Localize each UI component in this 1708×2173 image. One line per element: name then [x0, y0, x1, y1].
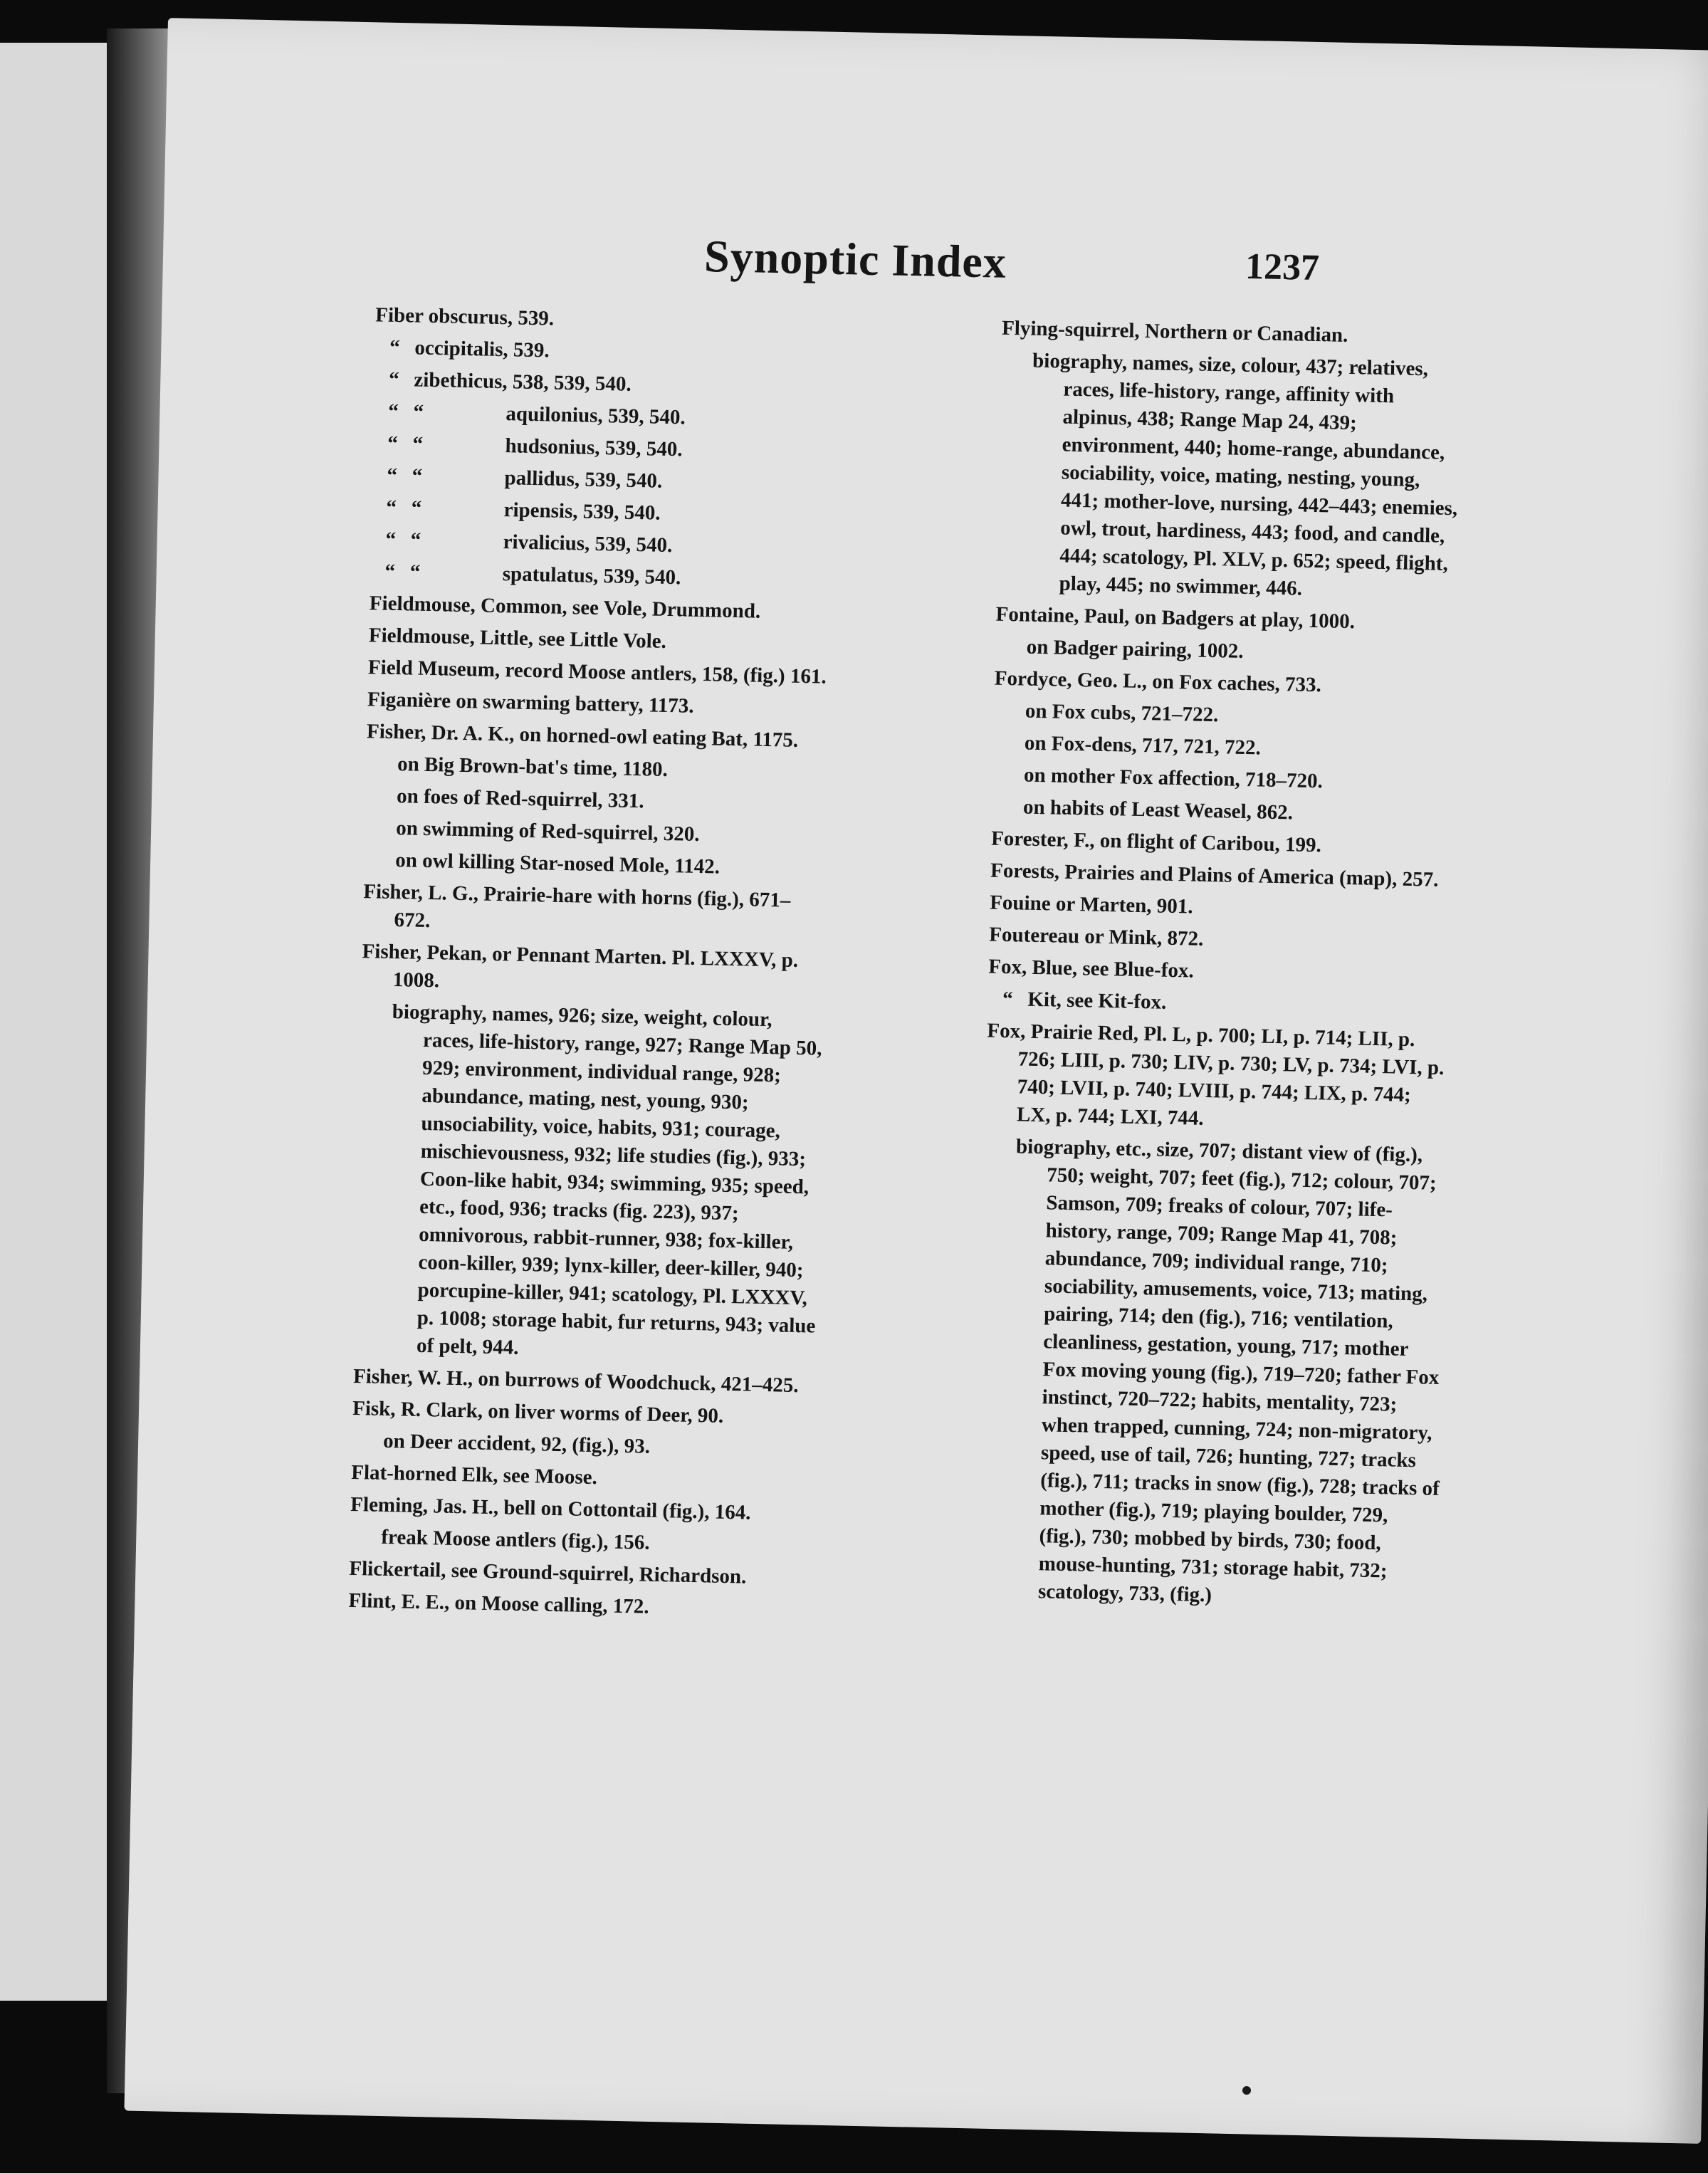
- entry-text: Forester, F., on flight of Caribou, 199.: [990, 827, 1322, 857]
- entry-text: Fontaine, Paul, on Badgers at play, 1000.: [995, 602, 1356, 634]
- entry-text: rivalicius, 539, 540.: [503, 530, 673, 557]
- index-entry: [992, 793, 1455, 831]
- entry-text: Fordyce, Geo. L., on Fox caches, 733.: [994, 666, 1322, 697]
- ditto-mark: “: [387, 431, 399, 456]
- index-entry: [364, 846, 827, 884]
- entry-text: on mother Fox affection, 718–720.: [1023, 763, 1324, 793]
- index-entry: [369, 622, 832, 659]
- entry-text: Fox, Prairie Red, Pl. L, p. 700; LI, p. 714; LII, p. 726; LIII, p. 730; LIV, p. 730; LV, p. 734; LVI, p. 740; LVII, p. 740; LVIII, p. 744; LIX, p. 744; LX, p. 744; LXI, 744.: [987, 1019, 1445, 1130]
- entry-text: biography, etc., size, 707; distant view of (fig.), 750; weight, 707; feet (fig.), 712; colour, 707; Samson, 709; freaks of colour, 707; life-history, range, 709; Range Map 41, 708; abundance, 709; individual range, 710; sociability, amusements, voice, 713; mating, pairing, 714; den (fig.), 716; ventilation, cleanliness, gestation, young, 717; mother Fox moving young (fig.), 719–720; father Fox instinct, 720–722; habits, mentality, 723; when trapped, cunning, 724; non-migratory, speed, use of tail, 726; hunting, 727; tracks (fig.), 711; tracks in snow (fig.), 728; tracks of mother (fig.), 719; playing boulder, 729, (fig.), 730; mobbed by birds, 730; food, mouse-hunting, 731; storage habit, 732; scatology, 733, (fig.): [1015, 1135, 1440, 1607]
- index-entry: [348, 1587, 812, 1625]
- index-entry: [994, 665, 1457, 703]
- entry-text: Fisher, Pekan, or Pennant Marten. Pl. LXXXV, p. 1008.: [362, 940, 799, 993]
- index-entry: [993, 697, 1457, 735]
- index-entry: [989, 921, 1452, 959]
- ditto-mark: “: [388, 367, 400, 392]
- entry-text: Fleming, Jas. H., bell on Cottontail (fig.), 164.: [350, 1492, 751, 1524]
- index-entry: [374, 365, 837, 403]
- index-entry: [366, 750, 829, 787]
- entry-text: Forests, Prairies and Plains of America (map), 257.: [990, 859, 1439, 891]
- index-entry: [350, 1491, 814, 1529]
- index-entry: [996, 347, 1464, 607]
- index-entry: [975, 1133, 1448, 1614]
- index-entry: [1002, 315, 1465, 352]
- entry-text: Fieldmouse, Little, see Little Vole.: [368, 624, 667, 653]
- entry-text: Flickertail, see Ground-squirrel, Richardson.: [349, 1556, 747, 1588]
- entry-text: hudsonius, 539, 540.: [505, 434, 683, 461]
- index-entry: [367, 718, 830, 755]
- entry-text: Field Museum, record Moose antlers, 158, (fig.) 161.: [367, 656, 827, 688]
- index-entry: [371, 493, 834, 531]
- index-entry: [351, 1459, 814, 1497]
- entry-text: biography, names, size, colour, 437; relatives, races, life-history, range, affinity with alpinus, 438; Range Map 24, 439; environment, 440; home-range, abundance, sociability, voice, mating, nesting, young, 441; mother-love, nursing, 442–443; enemies, owl, trout, hardiness, 443; food, and candle, 444; scatology, Pl. XLV, p. 652; speed, flight, play, 445; no swimmer, 446.: [1032, 349, 1458, 600]
- index-entry: [985, 1017, 1450, 1138]
- ditto-mark: “: [1002, 987, 1014, 1011]
- index-entry: [370, 557, 833, 595]
- index-entry: [373, 397, 837, 435]
- index-entry: [369, 590, 832, 627]
- entry-text: occipitalis, 539.: [414, 336, 550, 362]
- entry-text: biography, names, 926; size, weight, colour, races, life-history, range, 927; Range Map 50, 929; environment, individual range, 928; abundance, mating, nest, young, 930; unsociability, voice, habits, 931; courage, mischievousness, 932; life studies (fig.), 933; Coon-like habit, 934; swimming, 935; speed, etc., food, 936; tracks (fig. 223), 937; omnivorous, rabbit-runner, 938; fox-killer, coon-killer, 939; lynx-killer, deer-killer, 940; porcupine-killer, 941; scatology, Pl. LXXXV, p. 1008; storage habit, fur returns, 943; value of pelt, 944.: [392, 1000, 822, 1359]
- ditto-mark: “: [387, 399, 399, 424]
- entry-text: Fouine or Marten, 901.: [989, 891, 1193, 918]
- ditto-mark: “: [385, 528, 397, 551]
- entry-text: Figanière on swarming battery, 1173.: [367, 688, 694, 718]
- entry-text: Flat-horned Elk, see Moose.: [350, 1460, 598, 1489]
- index-column-left: [348, 301, 839, 1628]
- entry-text: on swimming of Red-squirrel, 320.: [395, 817, 700, 847]
- index-entry: [988, 953, 1452, 991]
- entry-text: freak Moose antlers (fig.), 156.: [381, 1525, 650, 1554]
- ditto-mark: “: [384, 560, 396, 583]
- ditto-mark: “: [387, 464, 398, 488]
- ditto-mark: “: [386, 496, 397, 519]
- book-page: [124, 18, 1708, 2144]
- index-entry: [370, 525, 834, 563]
- entry-text: ripensis, 539, 540.: [503, 498, 661, 525]
- page-number: 1237: [1245, 246, 1320, 289]
- entry-text: on owl killing Star-nosed Mole, 1142.: [394, 849, 721, 879]
- index-entry: [349, 1555, 812, 1593]
- entry-text: on foes of Red-squirrel, 331.: [396, 785, 644, 813]
- index-entry: [350, 1523, 813, 1561]
- entry-text: Fox, Blue, see Blue-fox.: [988, 955, 1195, 983]
- entry-text: Flying-squirrel, Northern or Canadian.: [1001, 316, 1348, 347]
- ditto-mark: “: [412, 432, 424, 456]
- entry-text: Kit, see Kit-fox.: [1027, 988, 1167, 1014]
- facing-page-edge: [0, 43, 114, 2001]
- entry-text: aquilonius, 539, 540.: [505, 402, 686, 429]
- index-entry: [990, 857, 1454, 895]
- index-entry: [992, 761, 1456, 799]
- index-entry: [372, 461, 835, 499]
- index-entry: [354, 998, 824, 1368]
- running-title: Synoptic Index: [703, 230, 1007, 288]
- ditto-mark: “: [409, 560, 421, 584]
- index-column-right: [975, 315, 1465, 1618]
- index-entry: [352, 1427, 815, 1465]
- ditto-mark: “: [413, 400, 424, 424]
- index-entry: [987, 985, 1451, 1023]
- ditto-mark: “: [411, 496, 422, 520]
- entry-text: on habits of Least Weasel, 862.: [1022, 795, 1294, 824]
- entry-text: spatulatus, 539, 540.: [502, 562, 681, 590]
- index-entry: [365, 782, 829, 820]
- entry-text: Fisk, R. Clark, on liver worms of Deer, 90.: [352, 1396, 724, 1428]
- index-entry: [995, 601, 1459, 639]
- entry-text: Flint, E. E., on Moose calling, 172.: [348, 1588, 649, 1618]
- entry-text: Foutereau or Mink, 872.: [988, 923, 1204, 951]
- index-entry: [365, 814, 828, 852]
- entry-text: on Big Brown-bat's time, 1180.: [397, 753, 669, 782]
- entry-text: Fisher, L. G., Prairie-hare with horns (fig.), 671–672.: [363, 880, 791, 933]
- entry-text: on Fox-dens, 717, 721, 722.: [1024, 731, 1262, 760]
- index-entry: [991, 825, 1455, 863]
- index-entry: [372, 429, 836, 467]
- index-entry: [990, 889, 1453, 927]
- index-entry: [367, 686, 831, 723]
- index-entry: [374, 333, 838, 371]
- entry-text: zibethicus, 538, 539, 540.: [414, 368, 632, 396]
- index-entry: [353, 1363, 817, 1400]
- index-entry: [995, 633, 1458, 671]
- entry-text: Fiber obscurus, 539.: [375, 303, 555, 330]
- ditto-mark: “: [389, 335, 400, 360]
- index-entry: [368, 654, 832, 691]
- entry-text: on Fox cubs, 721–722.: [1025, 699, 1219, 727]
- entry-text: Fieldmouse, Common, see Vole, Drummond.: [369, 592, 761, 623]
- index-entry: [993, 729, 1457, 767]
- entry-text: on Deer accident, 92, (fig.), 93.: [382, 1429, 651, 1458]
- ditto-mark: “: [412, 464, 423, 488]
- index-entry: [352, 1395, 816, 1433]
- entry-text: on Badger pairing, 1002.: [1026, 635, 1244, 663]
- entry-text: Fisher, Dr. A. K., on horned-owl eating Bat, 1175.: [366, 720, 799, 752]
- ink-dot: [1242, 2086, 1251, 2095]
- index-entry: [361, 938, 824, 1003]
- index-entry: [362, 878, 826, 943]
- entry-text: pallidus, 539, 540.: [504, 466, 663, 493]
- index-entry: [375, 301, 839, 339]
- entry-text: Fisher, W. H., on burrows of Woodchuck, 421–425.: [352, 1364, 799, 1398]
- ditto-mark: “: [410, 528, 421, 552]
